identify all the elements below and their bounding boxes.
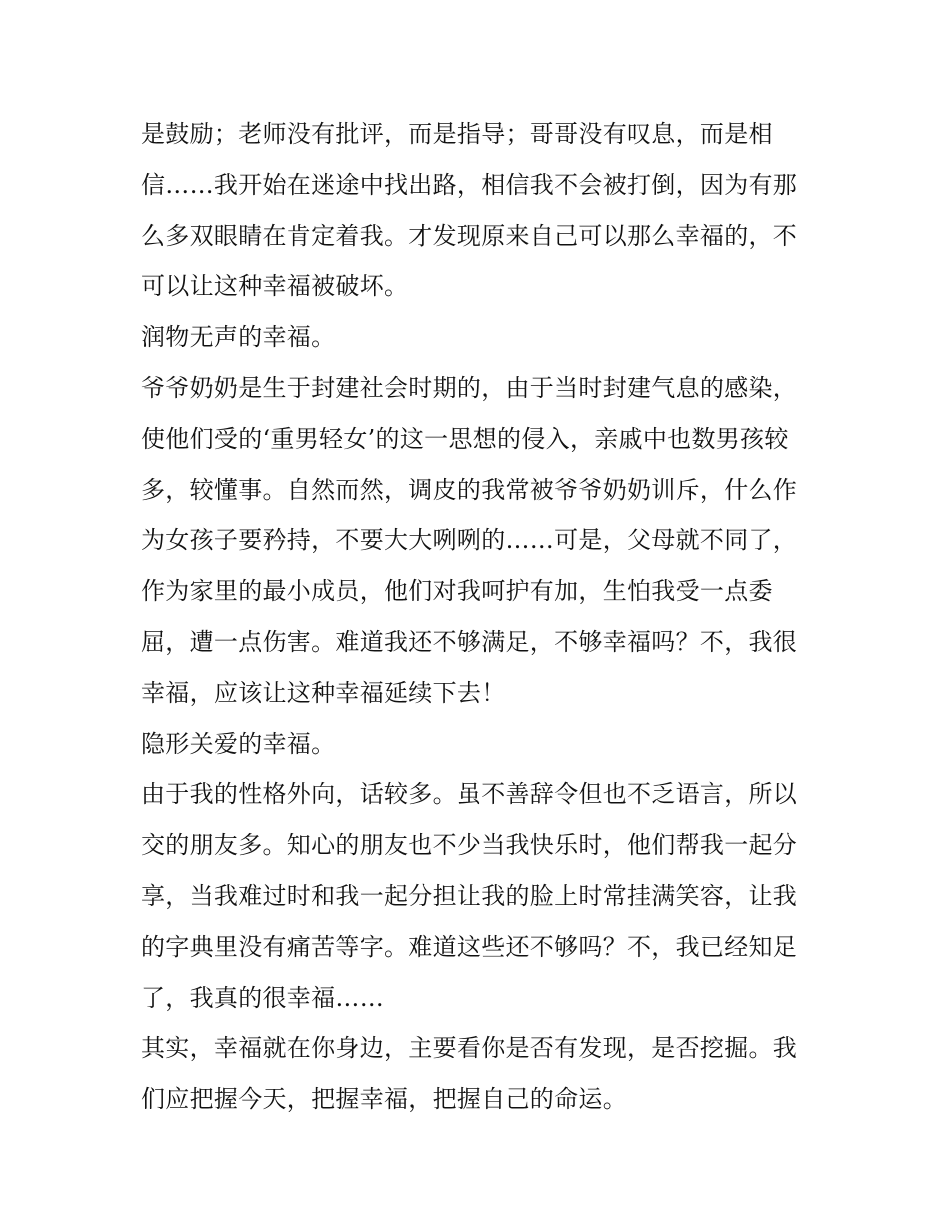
- text-line: 交的朋友多。知心的朋友也不少当我快乐时，他们帮我一起分: [141, 831, 798, 860]
- text-line: 了，我真的很幸福……: [141, 983, 384, 1012]
- text-line: 爷爷奶奶是生于封建社会时期的，由于当时封建气息的感染，: [141, 373, 798, 402]
- text-line: 为女孩子要矜持，不要大大咧咧的……可是，父母就不同了，: [141, 526, 798, 555]
- document-body: [141, 109, 821, 1125]
- text-line: 其实，幸福就在你身边，主要看你是否有发现，是否挖掘。我: [141, 1034, 798, 1063]
- section-heading: 隐形关爱的幸福。: [141, 729, 336, 758]
- text-line: 屈，遭一点伤害。难道我还不够满足，不够幸福吗？不，我很: [141, 627, 798, 656]
- text-line: 的字典里没有痛苦等字。难道这些还不够吗？不，我已经知足: [141, 932, 798, 961]
- text-line: 么多双眼睛在肯定着我。才发现原来自己可以那么幸福的，不: [141, 221, 798, 250]
- text-line: 是鼓励；老师没有批评，而是指导；哥哥没有叹息，而是相: [141, 120, 773, 148]
- text-line: 信……我开始在迷途中找出路，相信我不会被打倒，因为有那: [141, 170, 798, 199]
- section-heading: 润物无声的幸福。: [141, 323, 336, 352]
- text-line: 享，当我难过时和我一起分担让我的脸上时常挂满笑容，让我: [141, 881, 798, 910]
- text-line: 可以让这种幸福被破坏。: [141, 272, 409, 301]
- text-line: 们应把握今天，把握幸福，把握自己的命运。: [141, 1085, 627, 1114]
- text-line: 多，较懂事。自然而然，调皮的我常被爷爷奶奶训斥，什么作: [141, 475, 798, 504]
- text-line: 幸福，应该让这种幸福延续下去！: [141, 678, 506, 707]
- text-line: 使他们受的‘重男轻女’的这一思想的侵入，亲戚中也数男孩较: [141, 424, 789, 453]
- text-line: 作为家里的最小成员，他们对我呵护有加，生怕我受一点委: [141, 577, 773, 606]
- text-line: 由于我的性格外向，话较多。虽不善辞令但也不乏语言，所以: [141, 780, 798, 809]
